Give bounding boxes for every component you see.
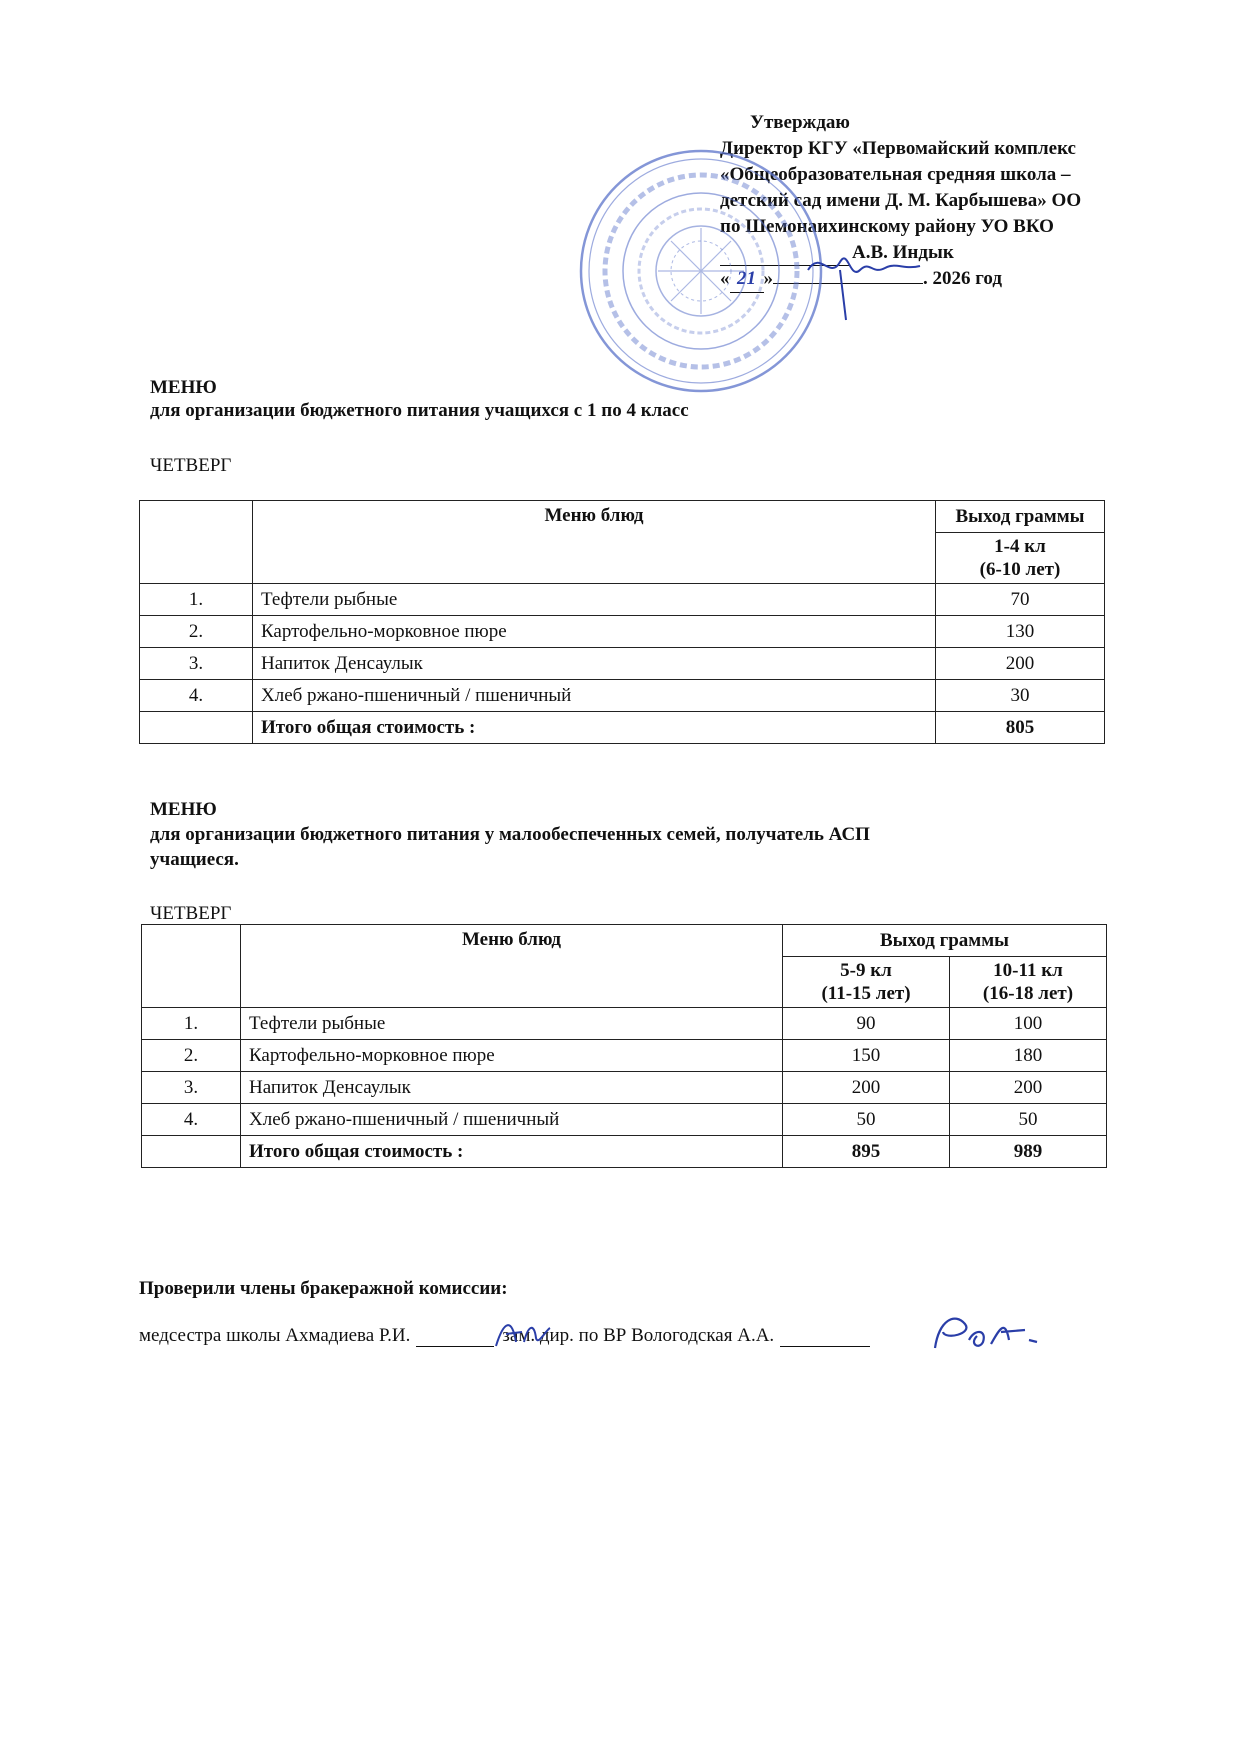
row-num: 3. <box>142 1072 241 1104</box>
header-age-group <box>936 533 1105 584</box>
approval-school-line1: «Общеобразовательная средняя школа – <box>720 164 1071 185</box>
row-grams-2: 100 <box>950 1008 1107 1040</box>
row-dish: Картофельно-морковное пюре <box>241 1040 783 1072</box>
section2-day: ЧЕТВЕРГ <box>150 903 232 924</box>
row-grams-1: 200 <box>783 1072 950 1104</box>
commission-title: Проверили члены бракеражной комиссии: <box>139 1278 508 1299</box>
date-day: 21 <box>730 266 764 293</box>
row-grams: 130 <box>936 616 1105 648</box>
approval-director: Директор КГУ «Первомайский комплекс <box>720 138 1076 159</box>
approval-school-line2: детский сад имени Д. М. Карбышева» ОО <box>720 190 1082 211</box>
menu-table-low-income <box>141 924 1107 1168</box>
age-group-years: (6-10 лет) <box>979 559 1061 580</box>
table-row <box>140 584 1105 616</box>
age-group-class: 1-4 кл <box>994 536 1046 557</box>
age-group-class: 10-11 кл <box>993 960 1063 981</box>
row-dish: Тефтели рыбные <box>241 1008 783 1040</box>
header-num <box>140 501 253 584</box>
date-year: . 2026 год <box>923 268 1002 289</box>
table-row <box>140 648 1105 680</box>
approval-district: по Шемонаихинскому району УО ВКО <box>720 216 1054 237</box>
total-value-1: 895 <box>783 1136 950 1168</box>
header-num <box>142 925 241 1008</box>
row-grams-1: 90 <box>783 1008 950 1040</box>
age-group-years: (16-18 лет) <box>982 983 1074 1004</box>
deputy-name: зам. дир. по ВР Вологодская А.А. <box>502 1325 775 1346</box>
director-signature <box>800 240 950 330</box>
row-num: 2. <box>142 1040 241 1072</box>
section2-title: МЕНЮ <box>150 799 217 820</box>
row-grams: 70 <box>936 584 1105 616</box>
official-stamp <box>578 148 824 394</box>
row-num: 4. <box>140 680 253 712</box>
age-group-years: (11-15 лет) <box>821 983 911 1004</box>
header-age-group-1 <box>783 957 950 1008</box>
total-num <box>142 1136 241 1168</box>
table-row <box>140 616 1105 648</box>
table-total-row <box>140 712 1105 744</box>
row-num: 1. <box>142 1008 241 1040</box>
row-grams-1: 150 <box>783 1040 950 1072</box>
row-grams-1: 50 <box>783 1104 950 1136</box>
director-name: А.В. Индык <box>852 242 954 263</box>
table-row <box>142 1104 1107 1136</box>
row-num: 4. <box>142 1104 241 1136</box>
age-group-class: 5-9 кл <box>840 960 892 981</box>
section2-subtitle-line1: для организации бюджетного питания у малообеспеченных семей, получатель АСП <box>150 824 870 845</box>
nurse-name: медсестра школы Ахмадиева Р.И. <box>139 1325 411 1346</box>
table-row <box>140 680 1105 712</box>
row-grams-2: 200 <box>950 1072 1107 1104</box>
row-num: 3. <box>140 648 253 680</box>
row-grams-2: 50 <box>950 1104 1107 1136</box>
table-header-row <box>142 925 1107 957</box>
row-dish: Напиток Денсаулык <box>241 1072 783 1104</box>
menu-table-primary <box>139 500 1105 744</box>
nurse-signature-blank <box>416 1326 494 1347</box>
header-age-group-2 <box>950 957 1107 1008</box>
row-grams: 30 <box>936 680 1105 712</box>
deputy-signature-blank <box>780 1326 870 1347</box>
nurse-signature <box>490 1312 570 1352</box>
total-value: 805 <box>936 712 1105 744</box>
row-num: 2. <box>140 616 253 648</box>
date-close-quote: » <box>763 268 773 289</box>
total-label: Итого общая стоимость : <box>241 1136 783 1168</box>
row-grams: 200 <box>936 648 1105 680</box>
section1-title: МЕНЮ <box>150 377 217 398</box>
section1-day: ЧЕТВЕРГ <box>150 455 232 476</box>
total-label: Итого общая стоимость : <box>253 712 936 744</box>
approval-word: Утверждаю <box>750 112 850 133</box>
section2-subtitle-line2: учащиеся. <box>150 849 239 870</box>
row-grams-2: 180 <box>950 1040 1107 1072</box>
table-total-row <box>142 1136 1107 1168</box>
header-menu: Меню блюд <box>241 925 783 1008</box>
row-dish: Картофельно-морковное пюре <box>253 616 936 648</box>
total-value-2: 989 <box>950 1136 1107 1168</box>
row-dish: Тефтели рыбные <box>253 584 936 616</box>
table-row <box>142 1072 1107 1104</box>
table-header-row <box>140 501 1105 533</box>
header-menu: Меню блюд <box>253 501 936 584</box>
section1-subtitle: для организации бюджетного питания учащихся с 1 по 4 класс <box>150 400 689 421</box>
table-row <box>142 1008 1107 1040</box>
header-output: Выход граммы <box>783 925 1107 957</box>
total-num <box>140 712 253 744</box>
row-num: 1. <box>140 584 253 616</box>
date-open-quote: « <box>720 268 730 289</box>
deputy-signature <box>925 1310 1055 1358</box>
row-dish: Хлеб ржано-пшеничный / пшеничный <box>253 680 936 712</box>
row-dish: Напиток Денсаулык <box>253 648 936 680</box>
header-output: Выход граммы <box>936 501 1105 533</box>
row-dish: Хлеб ржано-пшеничный / пшеничный <box>241 1104 783 1136</box>
table-row <box>142 1040 1107 1072</box>
